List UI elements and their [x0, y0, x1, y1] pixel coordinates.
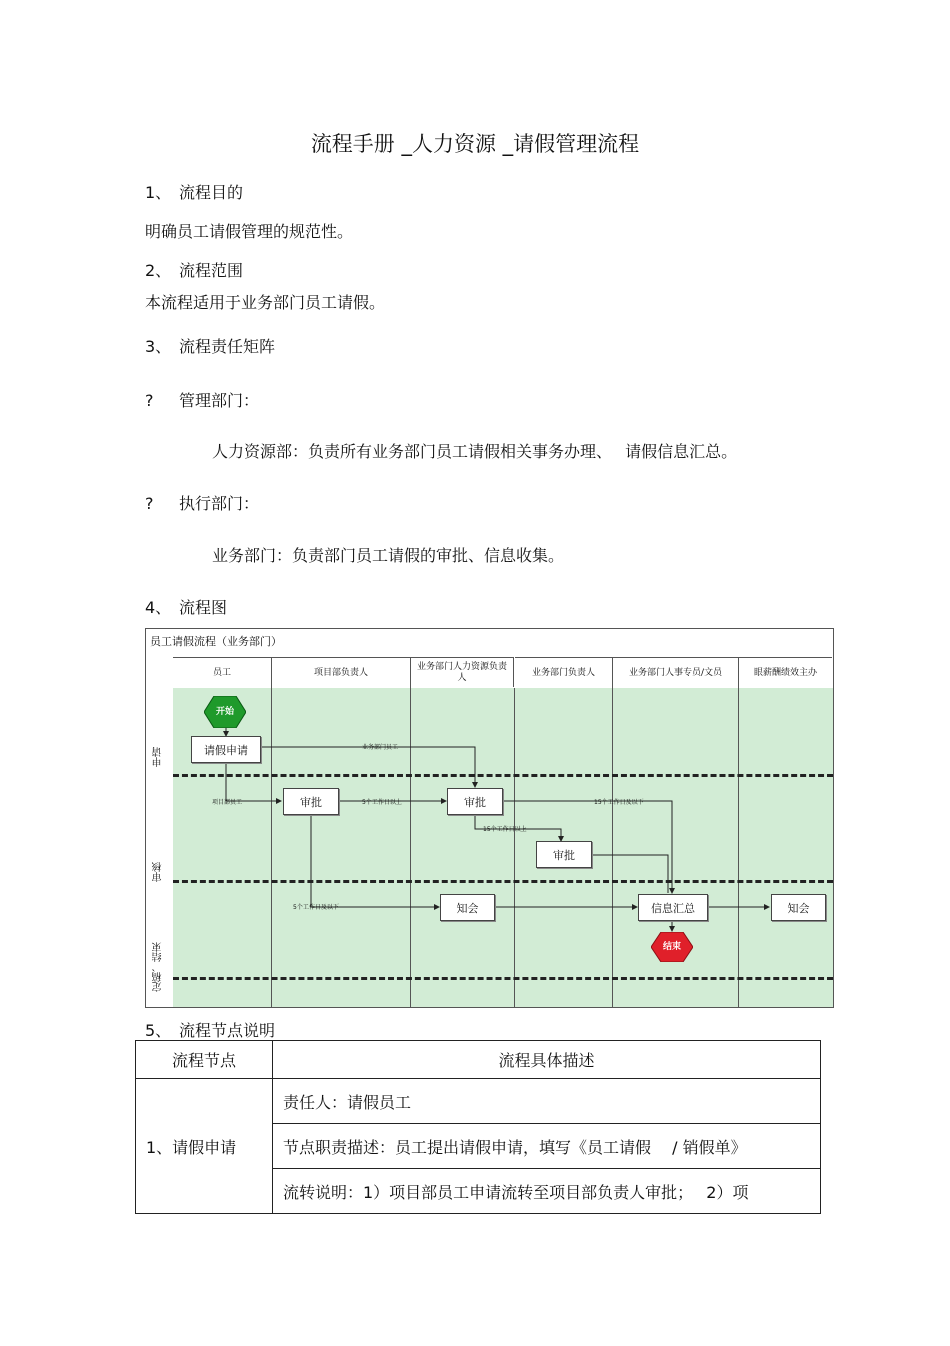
flowchart-title: 员工请假流程（业务部门） [150, 635, 282, 648]
node-approve-project: 审批 [283, 788, 339, 815]
table-cell-duty: 节点职责描述：员工提出请假申请，填写《员工请假 / 销假单》 [273, 1124, 821, 1169]
section-5-heading: 5、 流程节点说明 [145, 1021, 276, 1040]
exec-dept-heading: ? 执行部门： [145, 494, 260, 513]
end-node: 结束 [662, 941, 681, 952]
lane-header-biz-hr-lead: 业务部门人力资源负责人 [411, 657, 514, 687]
lane-header-project-lead: 项目部负责人 [272, 657, 411, 688]
lane-header-biz-lead: 业务部门负责人 [515, 657, 613, 688]
section-1-body: 明确员工请假管理的规范性。 [145, 222, 354, 241]
table-cell-flow: 流转说明：1）项目部员工申请流转至项目部负责人审批； 2）项 [273, 1169, 821, 1214]
mgmt-dept-heading: ? 管理部门： [145, 391, 260, 410]
stage-label-review: 审核 [153, 862, 164, 882]
table-header-row [136, 1041, 821, 1079]
section-1-heading: 1、 流程目的 [145, 183, 244, 202]
stage-label-apply: 申请 [153, 747, 164, 767]
edge-label-15-days-or-less: 15个工作日及以下 [594, 799, 644, 806]
section-3-heading: 3、 流程责任矩阵 [145, 337, 276, 356]
edge-label-biz-staff: 业务部门员工 [362, 744, 399, 751]
section-4-heading: 4、 流程图 [145, 598, 228, 617]
mgmt-dept-body: 人力资源部：负责所有业务部门员工请假相关事务办理、 请假信息汇总。 [212, 442, 738, 461]
section-2-heading: 2、 流程范围 [145, 261, 244, 280]
lane-header-payroll: 眼薪酬绩效主办 [739, 657, 832, 688]
flowchart-connectors [146, 629, 833, 1007]
start-node: 开始 [215, 706, 234, 717]
edge-label-5-days-or-less: 5个工作日及以下 [293, 904, 339, 911]
stage-label-finalize: 定稿、结束 [153, 942, 164, 992]
node-approve-biz-hr: 审批 [447, 788, 503, 815]
lane-header-hr-clerk: 业务部门人事专员/文员 [613, 657, 739, 688]
node-notify-biz-hr: 知会 [440, 894, 495, 921]
edge-label-15-days-plus: 15个工作日以上 [483, 826, 527, 833]
page-title: 流程手册 _人力资源 _请假管理流程 [310, 132, 640, 156]
edge-label-proj-staff: 项目部员工 [212, 799, 243, 806]
node-notify-payroll: 知会 [771, 894, 826, 921]
edge-label-5-days-plus: 5个工作日以上 [362, 799, 402, 806]
table-header-node: 流程节点 [136, 1041, 273, 1079]
table-cell-node-name: 1、请假申请 [136, 1079, 273, 1214]
table-cell-owner: 责任人：请假员工 [273, 1079, 821, 1124]
section-2-body: 本流程适用于业务部门员工请假。 [145, 293, 386, 312]
exec-dept-body: 业务部门：负责部门员工请假的审批、信息收集。 [212, 546, 565, 565]
node-info-summary: 信息汇总 [638, 894, 708, 921]
table-row [136, 1079, 821, 1124]
lane-header-employee: 员工 [173, 657, 272, 688]
node-approve-biz-lead: 审批 [536, 841, 592, 868]
flowchart [145, 628, 834, 1008]
table-header-desc: 流程具体描述 [273, 1041, 821, 1079]
process-node-table [135, 1040, 821, 1214]
node-leave-apply: 请假申请 [191, 736, 261, 763]
